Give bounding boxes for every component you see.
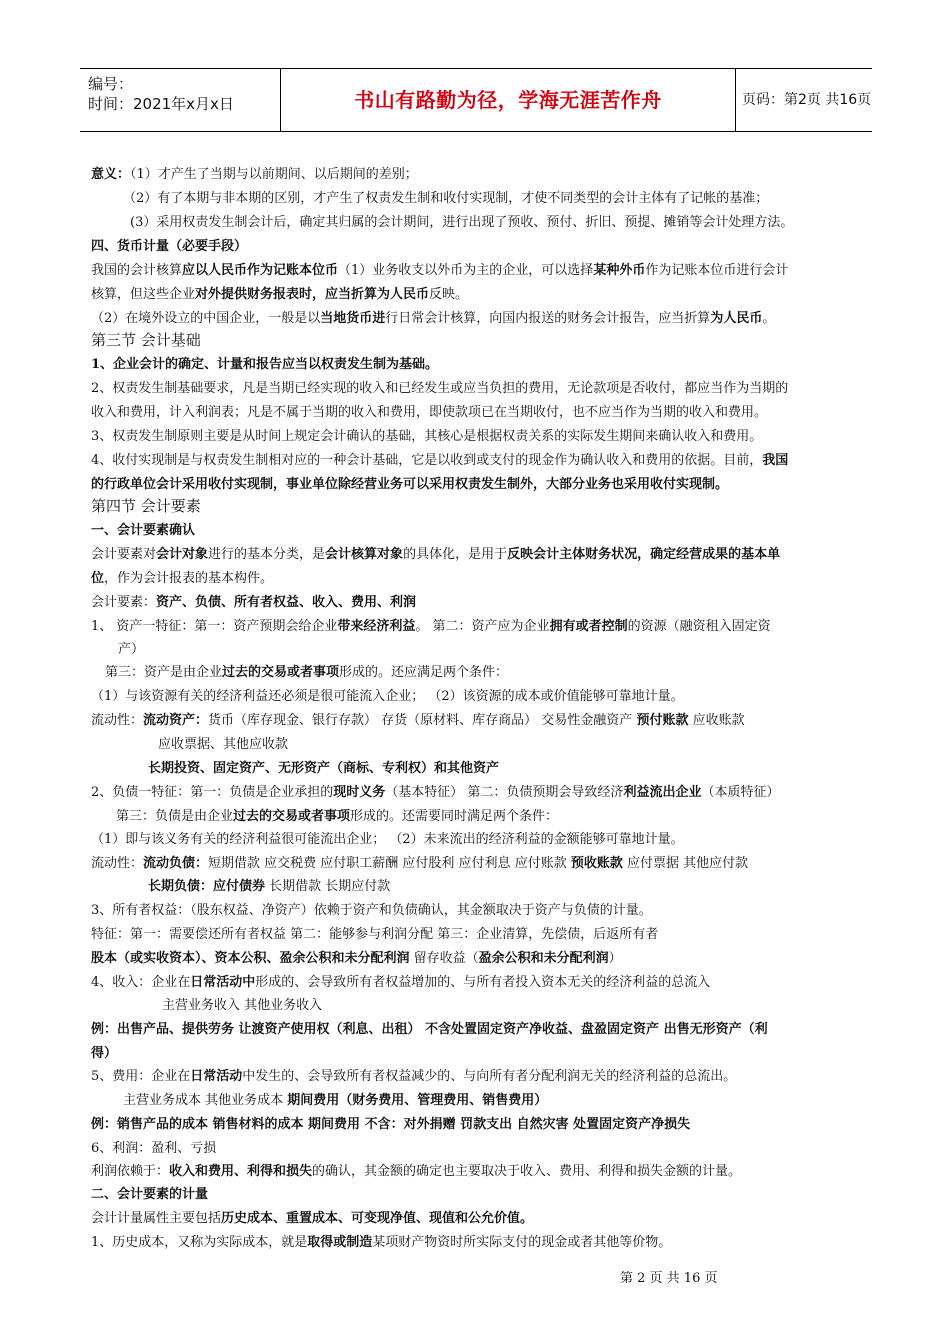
text-run: 的确认，其金额的确定也主要取决于收入、费用、利得和损失金额的计量。 xyxy=(312,1164,742,1179)
text-line xyxy=(162,997,322,1014)
text-run: 1、历史成本，又称为实际成本，就是 xyxy=(91,1235,308,1250)
text-run: 主营业务成本 其他业务成本 xyxy=(123,1093,288,1108)
text-line xyxy=(91,594,416,611)
bold-text-run: 股本（或实收资本）、资本公积、盈余公积和未分配利润 xyxy=(91,951,410,966)
bold-text-run: 会计核算对象 xyxy=(325,547,404,562)
text-line xyxy=(123,190,768,207)
header-meta xyxy=(80,69,281,131)
text-run: 的资源（融资租入固定资 xyxy=(627,619,771,634)
bold-text-run: 的行政单位会计采用收付实现制，事业单位除经营业务可以采用权责发生制外，大部分业务也采用收付实现制。 xyxy=(91,477,729,492)
text-run: 形成的。还需要同时满足两个条件： xyxy=(350,809,559,824)
text-run: 应收账款 xyxy=(688,713,745,728)
text-run: 留存收益（ xyxy=(409,951,479,966)
text-line xyxy=(91,262,788,279)
text-run: 流动性： xyxy=(91,713,144,728)
text-line xyxy=(91,238,247,255)
text-line xyxy=(91,1140,216,1157)
text-run: （2）在境外设立的中国企业，一般是以 xyxy=(91,311,321,326)
text-run: 中发生的、会导致所有者权益减少的、与向所有者分配利润无关的经济利益的总流出。 xyxy=(242,1069,737,1084)
text-run: 我国的会计核算 xyxy=(91,263,183,278)
bold-text-run: 四、货币计量（必要手段） xyxy=(91,239,248,254)
bold-text-run: 当地货币进 xyxy=(320,311,386,326)
text-line xyxy=(91,831,684,848)
text-run: 第三：资产是由企业 xyxy=(105,665,223,680)
text-run: 应付票据 其他应付款 xyxy=(622,856,749,871)
text-run: 特征：第一：需要偿还所有者权益 第二：能够参与利润分配 第三：企业清算，先偿债，后返所有者 xyxy=(91,927,659,942)
text-run: 核算，但这些企业 xyxy=(91,287,196,302)
bold-text-run: 意义： xyxy=(91,167,131,182)
text-run: 货币（库存现金、银行存款） 存货（原材料、库存商品） 交易性金融资产 xyxy=(208,713,637,728)
text-run: 第三节 会计基础 xyxy=(91,331,201,349)
text-line xyxy=(91,1186,208,1203)
bold-text-run: 为人民币 xyxy=(710,311,763,326)
text-run: 3、权责发生制原则主要是从时间上规定会计确认的基础，其核心是根据权责关系的实际发生期间来确认收入和费用。 xyxy=(91,429,763,444)
text-line xyxy=(118,641,144,658)
text-line xyxy=(91,476,728,493)
bold-text-run: 应以人民币作为记账本位币 xyxy=(182,263,339,278)
text-line xyxy=(91,712,745,729)
text-run: 流动性： xyxy=(91,856,144,871)
bold-text-run: 过去的交易或者事项 xyxy=(233,809,351,824)
text-line xyxy=(91,166,418,183)
text-run: 短期借款 应交税费 应付职工薪酬 应付股利 应付利息 应付账款 xyxy=(208,856,571,871)
text-line xyxy=(91,356,438,373)
bold-text-run: 1、企业会计的确定、计量和报告应当以权责发生制为基础。 xyxy=(91,357,439,372)
text-line xyxy=(105,664,508,681)
text-run: 形成的、会导致所有者权益增加的、与所有者投入资本无关的经济利益的总流入 xyxy=(255,975,711,990)
text-run: 利润依赖于： xyxy=(91,1164,170,1179)
page-header xyxy=(80,68,872,132)
text-run: （本质特征） xyxy=(701,785,780,800)
text-line xyxy=(91,570,273,587)
text-line xyxy=(91,286,468,303)
text-line xyxy=(91,688,684,705)
header-page-info: 页码：第2页 共16页 xyxy=(742,92,872,108)
text-run: (3）采用权责发生制会计后，确定其归属的会计期间，进行出现了预收、预付、折旧、预提、摊销等会计处理方法。 xyxy=(130,215,794,230)
bold-text-run: 带来经济利益 xyxy=(337,619,416,634)
text-run: 4、收入：企业在 xyxy=(91,975,191,990)
text-run: 会计计量属性主要包括 xyxy=(91,1211,222,1226)
text-line xyxy=(91,404,767,421)
text-line xyxy=(91,1163,741,1180)
bold-text-run: 预付账款 xyxy=(636,713,689,728)
text-run: 1、 资产一特征：第一：资产预期会给企业 xyxy=(91,619,338,634)
text-run: 的具体化，是用于 xyxy=(403,547,508,562)
text-run: 。 xyxy=(762,311,776,326)
text-run: （2）有了本期与非本期的区别，才产生了权责发生制和收付实现制，才使不同类型的会计主体有了记帐的基准； xyxy=(123,191,769,206)
text-line xyxy=(91,1021,768,1038)
text-run: （1）即与该义务有关的经济利益很可能流出企业； （2）未来流出的经济利益的金额能够可靠地计量。 xyxy=(91,832,684,847)
bold-text-run: 过去的交易或者事项 xyxy=(222,665,340,680)
bold-text-run: 预收账款 xyxy=(570,856,623,871)
text-line xyxy=(91,902,652,919)
text-run: （1）业务收支以外币为主的企业，可以选择 xyxy=(338,263,594,278)
bold-text-run: 我国 xyxy=(762,453,789,468)
text-line xyxy=(91,784,779,801)
bold-text-run: 取得或制造 xyxy=(307,1235,373,1250)
bold-text-run: 资产、负债、所有者权益、收入、费用、利润 xyxy=(156,595,417,610)
bold-text-run: 日常活动中 xyxy=(190,975,256,990)
bold-text-run: 流动负债： xyxy=(143,856,209,871)
text-line xyxy=(91,974,710,991)
text-run: 作为记账本位币进行会计 xyxy=(645,263,789,278)
text-line xyxy=(91,380,788,397)
bold-text-run: 例：出售产品、提供劳务 让渡资产使用权（利息、出租） 不含处置固定资产净收益、盘盈固定资产 出售无形资产（利 xyxy=(91,1022,768,1037)
bold-text-run: 利益流出企业 xyxy=(623,785,702,800)
bold-text-run: 拥有或者控制 xyxy=(549,619,628,634)
text-line xyxy=(91,498,201,515)
text-run: 某项财产物资时所实际支付的现金或者其他等价物。 xyxy=(372,1235,672,1250)
bold-text-run: 盈余公积和未分配利润 xyxy=(478,951,609,966)
text-line xyxy=(91,855,748,872)
text-line xyxy=(91,926,658,943)
text-line xyxy=(91,1045,117,1062)
text-run: 6、利润：盈利、亏损 xyxy=(91,1141,217,1156)
text-run: （1）与该资源有关的经济利益还必须是很可能流入企业； （2）该资源的成本或价值能够可靠地计量。 xyxy=(91,689,684,704)
bold-text-run: 位 xyxy=(91,571,105,586)
text-line xyxy=(91,950,622,967)
text-run: 5、费用：企业在 xyxy=(91,1069,191,1084)
header-motto: 书山有路勤为径，学海无涯苦作舟 xyxy=(281,69,736,131)
text-line xyxy=(148,878,390,895)
text-line xyxy=(130,214,793,231)
text-line xyxy=(148,760,499,777)
text-run: 进行的基本分类，是 xyxy=(208,547,326,562)
text-run: 应收票据、其他应收款 xyxy=(158,737,289,752)
text-run: 。 第二：资产应为企业 xyxy=(415,619,550,634)
text-run: ） xyxy=(608,951,622,966)
text-line xyxy=(91,428,762,445)
bold-text-run: 现时义务 xyxy=(333,785,386,800)
bold-text-run: 反映会计主体财务状况，确定经营成果的基本单 xyxy=(507,547,781,562)
text-line xyxy=(91,522,195,539)
document-number-label: 编号： xyxy=(88,75,134,93)
bold-text-run: 历史成本、重置成本、可变现净值、现值和公允价值。 xyxy=(221,1211,534,1226)
text-run: 3、所有者权益：（股东权益、净资产）依赖于资产和负债确认，其金额取决于资产与负债的计量。 xyxy=(91,903,652,918)
text-run: 第三：负债是由企业 xyxy=(116,809,234,824)
text-line xyxy=(91,546,780,563)
text-line xyxy=(91,1210,533,1227)
text-run: 会计要素： xyxy=(91,595,157,610)
text-run: 收入和费用，计入利润表；凡是不属于当期的收入和费用，即使款项已在当期收付，也不应当作为当期的收入和费用。 xyxy=(91,405,768,420)
text-line xyxy=(91,1234,671,1251)
text-line xyxy=(116,808,558,825)
bold-text-run: 对外提供财务报表时，应当折算为人民币 xyxy=(195,287,430,302)
document-time-label: 时间：2021年x月x日 xyxy=(88,95,234,113)
text-line xyxy=(123,1092,547,1109)
text-line xyxy=(91,332,201,349)
bold-text-run: 日常活动 xyxy=(190,1069,243,1084)
bold-text-run: 期间费用（财务费用、管理费用、销售费用） xyxy=(287,1093,548,1108)
text-line xyxy=(91,618,771,635)
text-run: 形成的。还应满足两个条件： xyxy=(339,665,509,680)
page-footer: 第 2 页 共 16 页 xyxy=(620,1271,718,1286)
bold-text-run: 得） xyxy=(91,1046,118,1061)
bold-text-run: 例：销售产品的成本 销售材料的成本 期间费用 不含：对外捐赠 罚款支出 自然灾害 处置固定资产净损失 xyxy=(91,1117,691,1132)
bold-text-run: 流动资产： xyxy=(143,713,209,728)
text-line xyxy=(91,1116,690,1133)
text-run: 会计要素对 xyxy=(91,547,157,562)
bold-text-run: 某种外币 xyxy=(593,263,646,278)
text-run: ，作为会计报表的基本构件。 xyxy=(104,571,274,586)
text-run: （基本特征） 第二：负债预期会导致经济 xyxy=(385,785,624,800)
text-run: 主营业务收入 其他业务收入 xyxy=(162,998,323,1013)
text-run: 反映。 xyxy=(429,287,469,302)
text-line xyxy=(91,1068,736,1085)
text-run: 2、负债一特征：第一：负债是企业承担的 xyxy=(91,785,334,800)
text-run: 行日常会计核算，向国内报送的财务会计报告，应当折算 xyxy=(385,311,711,326)
text-run: （1）才产生了当期与以前期间、以后期间的差别； xyxy=(130,167,418,182)
text-run: 4、收付实现制是与权责发生制相对应的一种会计基础，它是以收到或支付的现金作为确认收入和费用的依据。目前， xyxy=(91,453,763,468)
text-line xyxy=(91,452,788,469)
text-run: 2、权责发生制基础要求，凡是当期已经实现的收入和已经发生或应当负担的费用，无论款项是否收付，都应当作为当期的 xyxy=(91,381,789,396)
text-run: 产） xyxy=(118,642,145,657)
bold-text-run: 长期负债：应付债券 xyxy=(148,879,266,894)
bold-text-run: 长期投资、固定资产、无形资产（商标、专利权）和其他资产 xyxy=(148,761,500,776)
text-run: 长期借款 长期应付款 xyxy=(265,879,391,894)
bold-text-run: 二、会计要素的计量 xyxy=(91,1187,209,1202)
text-run: 第四节 会计要素 xyxy=(91,497,201,515)
text-line xyxy=(158,736,288,753)
bold-text-run: 会计对象 xyxy=(156,547,209,562)
bold-text-run: 收入和费用、利得和损失 xyxy=(169,1164,313,1179)
text-line xyxy=(91,310,775,327)
bold-text-run: 一、会计要素确认 xyxy=(91,523,196,538)
